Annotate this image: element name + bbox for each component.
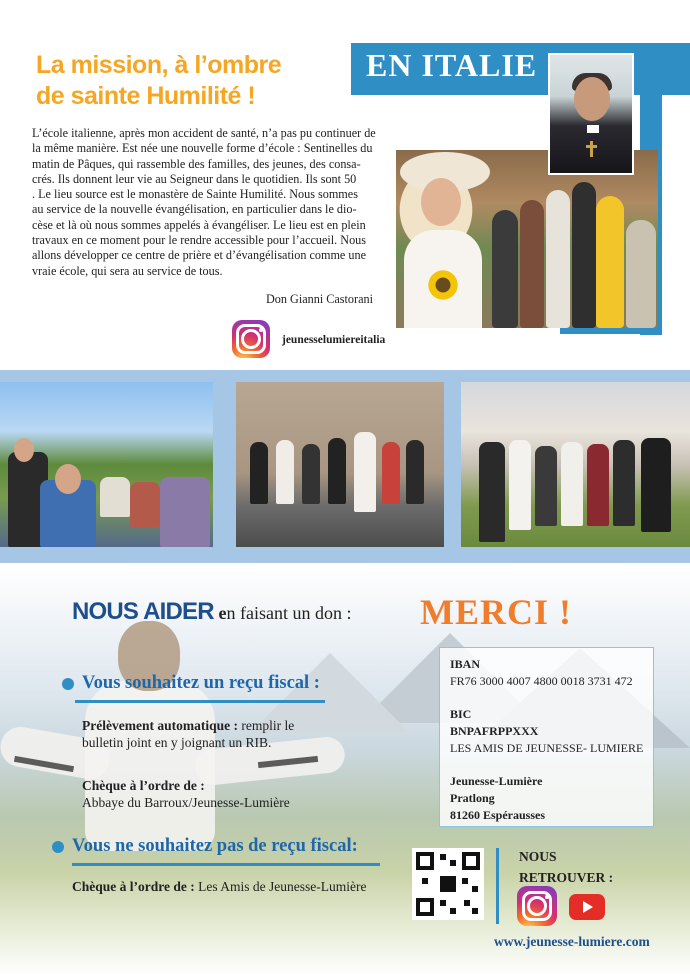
article-line: crés. Ils donnent leur vie au Seigneur dans le quotidien. Ils sont 50: [32, 171, 357, 186]
article-body: [32, 126, 392, 279]
footer-divider: [496, 848, 499, 924]
qr-finder: [462, 852, 480, 870]
person-figure: [276, 440, 294, 504]
collar-shape: [587, 125, 599, 133]
donate-heading-rest: [219, 603, 352, 623]
instagram-icon-lens: [527, 896, 547, 916]
bullet-icon: [52, 841, 64, 853]
donate-heading-rest-bold: e: [218, 603, 227, 623]
website-link[interactable]: www.jeunesse-lumiere.com: [494, 934, 650, 949]
group-photo-image: [396, 150, 658, 328]
person-figure: [520, 200, 544, 328]
option-1-underline: [75, 700, 325, 703]
face-shape: [574, 77, 610, 121]
instagram-icon[interactable]: [232, 320, 270, 358]
cross-icon-bar: [586, 145, 597, 148]
youtube-icon[interactable]: [569, 894, 605, 920]
qr-module: [450, 860, 456, 866]
person-figure: [641, 438, 671, 532]
dance-photo-image: [236, 382, 444, 547]
option-1-item-2: [82, 777, 290, 811]
qr-module: [464, 900, 470, 906]
title-line-1: La mission, à l’ombre: [36, 51, 282, 79]
cross-icon: [590, 141, 593, 157]
find-us-line-1: NOUS: [519, 849, 557, 864]
donate-heading-rest-text: n faisant un don :: [226, 603, 352, 623]
person-figure: [587, 444, 609, 526]
person-figure: [479, 442, 505, 542]
article-line: cèse et là où nous sommes appelés à évangéliser. Le lieu est en plein: [32, 217, 366, 232]
article-title: [36, 50, 336, 112]
title-line-2: de sainte Humilité !: [36, 82, 256, 110]
article-line: . Le lieu source est le monastère de Sainte Humilité. Nous sommes: [32, 187, 358, 202]
youtube-play-icon: [583, 901, 593, 913]
iban-label: IBAN: [450, 657, 481, 671]
article-line: travaux en ce moment pour le rendre accessible pour l’accueil. Nous: [32, 233, 367, 248]
face-shape: [14, 438, 34, 462]
qr-module: [422, 878, 428, 884]
instagram-icon-lens: [241, 329, 261, 349]
qr-module: [440, 854, 446, 860]
child-body-shape: [85, 681, 215, 851]
person-figure: [546, 190, 570, 328]
find-us-line-2: RETROUVER :: [519, 870, 614, 885]
person-figure: [354, 432, 376, 512]
option-2-item-text: Les Amis de Jeunesse-Lumière: [194, 879, 367, 894]
article-line: vraie école, qui sera au service de tous.: [32, 263, 223, 278]
article-line: allons développer ce centre de prière et d’évangélisation comme une: [32, 248, 366, 263]
qr-finder: [416, 852, 434, 870]
person-figure: [100, 477, 130, 517]
person-figure: [561, 442, 583, 526]
article-line: au service de la nouvelle évangélisation, en particulier dans le dio-: [32, 202, 357, 217]
picnic-photo-image: [0, 382, 213, 547]
option-1-item-1-text-b: bulletin joint en y joignant un RIB.: [82, 735, 272, 750]
option-2-underline: [72, 863, 380, 866]
option-2-item-label: Chèque à l’ordre de :: [72, 879, 195, 894]
person-figure: [535, 446, 557, 526]
donate-heading-strong: NOUS AIDER: [72, 598, 214, 625]
account-holder: LES AMIS DE JEUNESSE- LUMIERE: [450, 741, 644, 755]
find-us-label: [519, 846, 613, 888]
person-figure: [406, 440, 424, 504]
option-2-title: Vous ne souhaitez pas de reçu fiscal:: [72, 836, 358, 856]
face-shape: [55, 464, 81, 494]
face-shape: [421, 178, 461, 226]
person-figure: [613, 440, 635, 526]
qr-module: [462, 878, 468, 884]
option-1-item-2-label: Chèque à l’ordre de :: [82, 778, 205, 793]
person-figure: [492, 210, 518, 328]
qr-module: [440, 876, 456, 892]
person-figure: [302, 444, 320, 504]
article-line: matin de Pâques, qui rassemble des familles, des jeunes, des consa-: [32, 156, 361, 171]
person-figure: [328, 438, 346, 504]
option-1-item-2-text: Abbaye du Barroux/Jeunesse-Lumière: [82, 795, 290, 810]
instagram-handle[interactable]: jeunesselumiereitalia: [282, 334, 386, 346]
option-2-item: [72, 878, 366, 895]
person-figure: [130, 482, 160, 527]
donate-heading: [72, 598, 352, 626]
person-figure: [250, 442, 268, 504]
signature: Don Gianni Castorani: [266, 292, 373, 306]
address-line-1: Jeunesse-Lumière: [450, 774, 543, 788]
person-figure: [382, 442, 400, 504]
qr-module: [472, 886, 478, 892]
qr-code-icon[interactable]: [412, 848, 484, 920]
option-1-item-1: [82, 717, 294, 751]
address-line-3: 81260 Espérausses: [450, 808, 546, 822]
qr-finder: [416, 898, 434, 916]
instagram-icon[interactable]: [517, 886, 557, 926]
option-1-item-1-text-a: remplir le: [237, 718, 295, 733]
qr-module: [440, 900, 446, 906]
merci-heading: MERCI !: [420, 592, 572, 632]
qr-module: [472, 908, 478, 914]
option-1-title: Vous souhaitez un reçu fiscal :: [82, 673, 320, 693]
group-chapel-photo-image: [461, 382, 690, 547]
sunflower-shape: [426, 268, 460, 302]
bic-label: BIC: [450, 707, 472, 721]
person-figure: [509, 440, 531, 530]
italie-banner-label: EN ITALIE: [366, 47, 538, 83]
instagram-icon-dot: [545, 895, 549, 899]
person-figure: [626, 220, 656, 328]
person-figure: [572, 182, 596, 328]
article-line: la même manière. Est née une nouvelle forme d’école : Sentinelles du: [32, 141, 373, 156]
bic-value: BNPAFRPPXXX: [450, 724, 539, 738]
option-1-item-1-label: Prélèvement automatique :: [82, 718, 238, 733]
priest-portrait-image: [548, 53, 634, 175]
bank-details-box: [439, 647, 654, 827]
address-line-2: Pratlong: [450, 791, 495, 805]
bullet-icon: [62, 678, 74, 690]
person-figure: [596, 196, 624, 328]
iban-value: FR76 3000 4007 4800 0018 3731 472: [450, 674, 633, 688]
person-figure: [160, 477, 210, 547]
instagram-icon-dot: [259, 328, 263, 332]
qr-module: [450, 908, 456, 914]
article-line: L’école italienne, après mon accident de santé, n’a pas pu continuer de: [32, 126, 376, 140]
